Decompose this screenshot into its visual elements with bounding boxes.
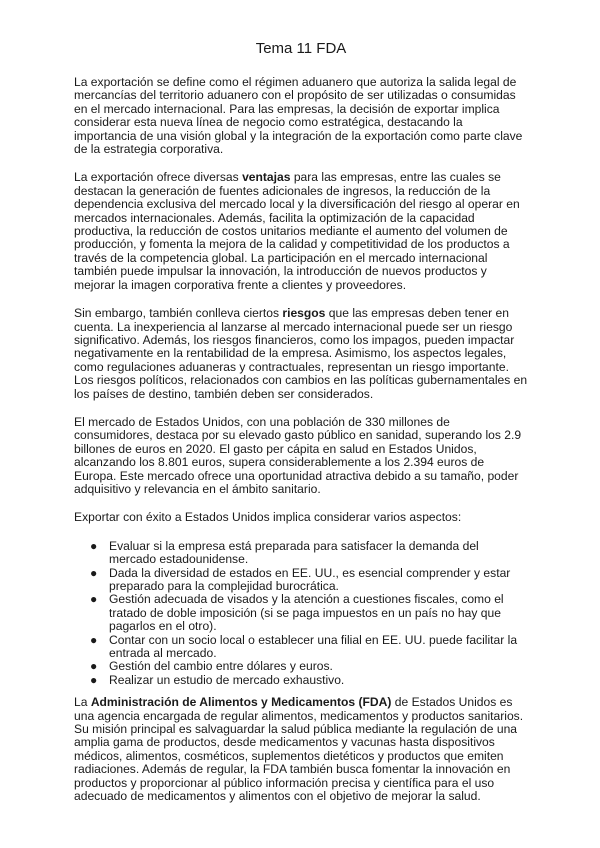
paragraph-fda-body: de Estados Unidos es una agencia encargada de regular alimentos, medicamentos y productos sanitarios. Su misión principal es salvaguardar la salud pública mediante la regulación de una amplia gama de productos, desde medicamentos y vacunas hasta dispositivos médicos, alimentos, cosméticos, suplementos dietéticos y productos que emiten radiaciones. Además de regular, la FDA también busca fomentar la innovación en productos y proporcionar al público información precisa y científica para el uso adecuado de medicamentos y alimentos con el objetivo de mejorar la salud. [74,695,524,804]
list-item [90,592,528,634]
list-item [90,672,528,687]
paragraph-export-aspects-intro: Exportar con éxito a Estados Unidos implica considerar varios aspectos: [74,510,462,525]
paragraph-risks-body: que las empresas deben tener en cuenta. La inexperiencia al lanzarse al mercado internacional puede ser un riesgo significativo. Además, los riesgos financieros, como los impagos, pueden impactar negativamente en la rentabilidad de la empresa. Asimismo, los aspectos legales, como regulaciones aduaneras y contractuales, representan un riesgo importante. Los riesgos políticos, relacionados con cambios en las políticas gubernamentales en los países de destino, también deben ser considerados. [74,306,528,401]
paragraph-fda-lead: La [74,695,91,710]
bullet-icon: ● [90,565,98,580]
list-item [90,632,528,661]
list-item-text: Gestión adecuada de visados y la atención a cuestiones fiscales, como el tratado de doble imposición (si se paga impuestos en un país no hay que pagarlos en el otro). [109,592,504,634]
bullet-icon: ● [90,672,98,687]
paragraph-risks-lead: Sin embargo, también conlleva ciertos [74,306,283,321]
paragraph-us-market: El mercado de Estados Unidos, con una población de 330 millones de consumidores, destaca por su elevado gasto público en sanidad, superando los 2.9 billones de euros en 2020. El gasto per cápita en salud en Estados Unidos, alcanzando los 8.801 euros, supera considerablemente a los 2.394 euros de Europa. Este mercado ofrece una oportunidad atractiva debido a su tamaño, poder adquisitivo y relevancia en el ámbito sanitario. [74,414,522,496]
bullet-icon: ● [90,659,98,674]
list-item-text: Contar con un socio local o establecer una filial en EE. UU. puede facilitar la entrada al mercado. [109,632,518,661]
page-title: Tema 11 FDA [255,40,347,57]
keyword-ventajas: ventajas [242,170,291,185]
keyword-riesgos: riesgos [282,306,326,321]
paragraph-advantages [74,171,528,292]
paragraph-advantages-body: para las empresas, entre las cuales se destacan la generación de fuentes adicionales de ingresos, la reducción de la dependencia exclusiva del mercado local y la diversificación del riesgo al operar en mercados internacionales. Además, facilita la optimización de la capacidad productiva, la reducción de costos unitarios mediante el aumento del volumen de producción, y fomenta la mejora de la calidad y competitividad de los productos a través de la competencia global. La participación en el mercado internacional también puede impulsar la innovación, la introducción de nuevos productos y mejorar la imagen corporativa frente a clientes y proveedores. [74,170,520,292]
paragraph-fda [74,696,528,803]
paragraph-risks [74,307,528,401]
bullet-icon: ● [90,592,98,607]
list-item-text: Dada la diversidad de estados en EE. UU., es esencial comprender y estar preparado para la complejidad burocrática. [109,565,511,593]
list-item [90,659,528,674]
list-item [90,538,528,567]
list-item-text: Evaluar si la empresa está preparada para satisfacer la demanda del mercado estadounidense. [109,538,479,567]
bullet-icon: ● [90,632,98,647]
keyword-fda: Administración de Alimentos y Medicamentos (FDA) [90,695,392,710]
list-item-text: Gestión del cambio entre dólares y euros. [109,659,333,674]
bullet-icon: ● [90,538,98,553]
list-item [90,565,528,594]
list-item-text: Realizar un estudio de mercado exhaustivo. [109,672,345,687]
paragraph-definition: La exportación se define como el régimen aduanero que autoriza la salida legal de mercancías del territorio aduanero con el propósito de ser utilizadas o consumidas en el mercado internacional. Para las empresas, la decisión de exportar implica considerar esta nueva línea de negocio como estratégica, destacando la importancia de una visión global y la integración de la exportación como parte clave de la estrategia corporativa. [74,75,523,157]
paragraph-advantages-lead: La exportación ofrece diversas [74,170,243,185]
export-aspects-list [74,540,528,687]
